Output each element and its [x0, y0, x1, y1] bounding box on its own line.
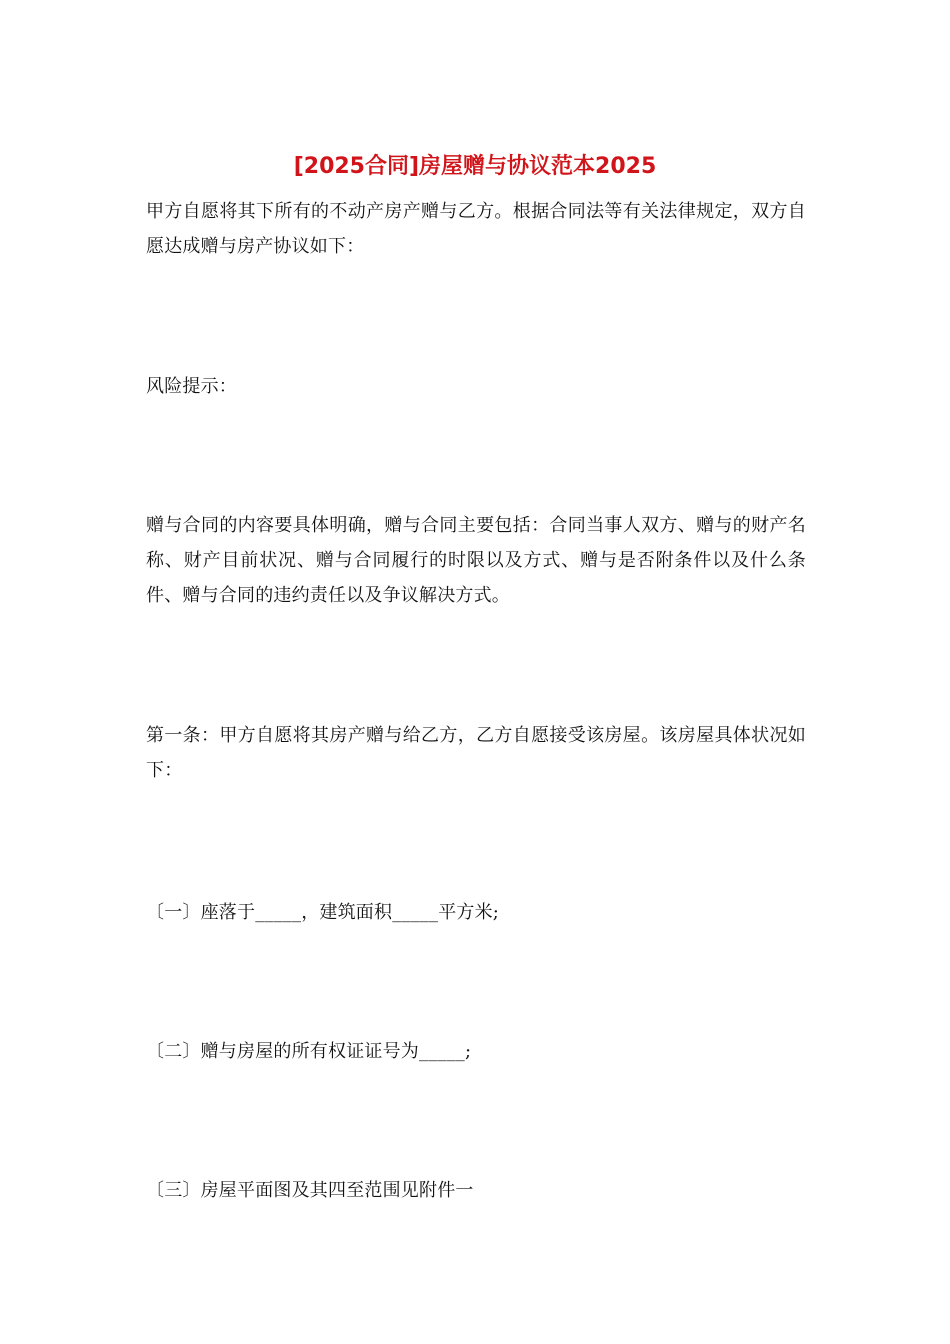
intro-paragraph: 甲方自愿将其下所有的不动产房产赠与乙方。根据合同法等有关法律规定，双方自愿达成赠与房产协议如下： [146, 201, 806, 257]
risk-paragraph: 赠与合同的内容要具体明确，赠与合同主要包括：合同当事人双方、赠与的财产名称、财产目前状况、赠与合同履行的时限以及方式、赠与是否附条件以及什么条件、赠与合同的违约责任以及争议解决方式。 [146, 515, 806, 606]
clause-one: 〔一〕座落于_____，建筑面积_____平方米; [146, 902, 500, 923]
clause-three: 〔三〕房屋平面图及其四至范围见附件一 [146, 1180, 474, 1201]
risk-heading: 风险提示： [146, 376, 237, 397]
document-title: [2025合同]房屋赠与协议范本2025 [293, 154, 657, 179]
article-one-paragraph: 第一条：甲方自愿将其房产赠与给乙方，乙方自愿接受该房屋。该房屋具体状况如下： [146, 725, 806, 781]
clause-two: 〔二〕赠与房屋的所有权证证号为_____; [146, 1041, 472, 1062]
